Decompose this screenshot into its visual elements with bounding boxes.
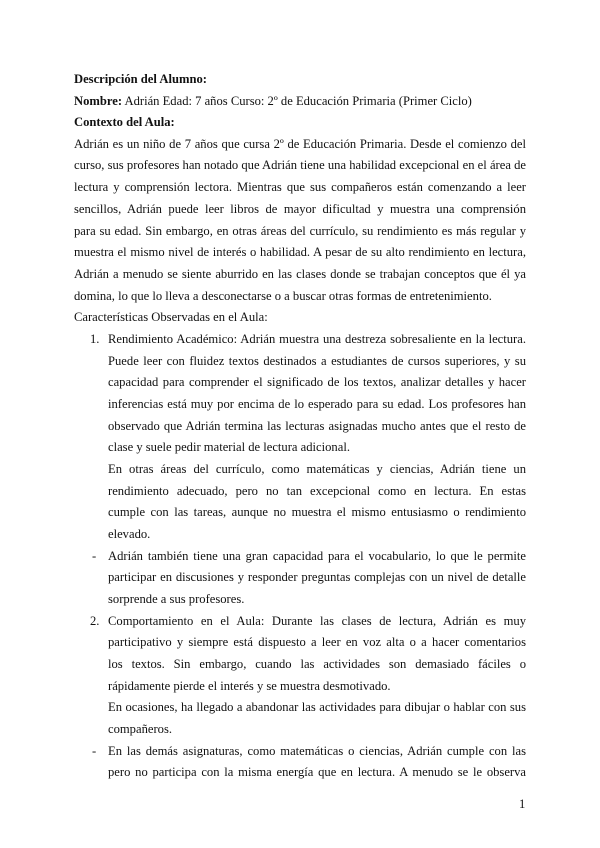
dash-marker: -	[92, 549, 97, 563]
list-item-line: Comportamiento en el Aula: Durante las clases de lectura, Adrián es muy	[108, 614, 526, 628]
list-item-line: rápidamente pierde el interés y se muestra desmotivado.	[108, 679, 391, 693]
list-item-line: En otras áreas del currículo, como matemáticas y ciencias, Adrián tiene un	[108, 462, 526, 476]
dash-item-line: En las demás asignaturas, como matemáticas o ciencias, Adrián cumple con las	[108, 744, 526, 758]
context-line: Adrián a menudo se siente aburrido en las clases donde se trabajan conceptos que él ya	[74, 267, 526, 281]
dash-item-line: Adrián también tiene una gran capacidad para el vocabulario, lo que le permite	[108, 549, 526, 563]
context-line: Adrián es un niño de 7 años que cursa 2º de Educación Primaria. Desde el comienzo del	[74, 137, 526, 151]
list-marker: 2.	[90, 614, 100, 628]
list-item-line: En ocasiones, ha llegado a abandonar las actividades para dibujar o hablar con sus	[108, 700, 526, 714]
context-line: curso, sus profesores han notado que Adrián tiene una habilidad excepcional en el área de	[74, 158, 526, 172]
list-item-line: los textos. Sin embargo, cuando las actividades son demasiado fáciles o	[108, 657, 526, 671]
student-info-value: Adrián Edad: 7 años Curso: 2º de Educación Primaria (Primer Ciclo)	[122, 94, 472, 108]
list-item-line: clase y suele pedir material de lectura adicional.	[108, 440, 350, 454]
list-item-line: cumple con las tareas, aunque no muestra el mismo entusiasmo o rendimiento	[108, 505, 526, 519]
context-line: domina, lo que lo lleva a desconectarse o a buscar otras formas de entretenimiento.	[74, 289, 492, 303]
dash-marker: -	[92, 744, 97, 758]
list-item-line: participativo y siempre está dispuesto a leer en voz alta o a hacer comentarios	[108, 635, 526, 649]
student-info-line	[74, 92, 472, 111]
list-marker: 1.	[90, 332, 100, 346]
list-item-line: capacidad para comprender el significado de los textos, analizar detalles y hacer	[108, 375, 526, 389]
context-line: sencillos, Adrián puede leer libros de mayor dificultad y muestra una comprensión	[74, 202, 526, 216]
dash-item-line: participar en discusiones y responder preguntas complejas con un nivel de detalle	[108, 570, 526, 584]
dash-item-line: sorprende a sus profesores.	[108, 592, 245, 606]
context-line: para su edad. Sin embargo, en otras áreas del currículo, su rendimiento es más regular y	[74, 224, 526, 238]
section-title: Descripción del Alumno:	[74, 72, 207, 86]
context-line: lectura y comprensión lectora. Mientras que sus compañeros están comenzando a leer	[74, 180, 526, 194]
characteristics-title: Características Observadas en el Aula:	[74, 310, 268, 324]
context-title: Contexto del Aula:	[74, 115, 175, 129]
context-line: muestra el mismo nivel de interés o habilidad. A pesar de su alto rendimiento en lectura,	[74, 245, 526, 259]
list-item-line: compañeros.	[108, 722, 172, 736]
list-item-line: rendimiento adecuado, pero no tan excepcional como en lectura. En estas	[108, 484, 526, 498]
name-label: Nombre:	[74, 94, 123, 108]
list-item-line: Rendimiento Académico: Adrián muestra una destreza sobresaliente en la lectura.	[108, 332, 526, 346]
list-item-line: observado que Adrián termina las lecturas asignadas mucho antes que el resto de	[108, 419, 526, 433]
list-item-line: Puede leer con fluidez textos destinados a estudiantes de cursos superiores, y su	[108, 354, 526, 368]
list-item-line: inferencias está muy por encima de lo esperado para su edad. Los profesores han	[108, 397, 526, 411]
list-item-line: elevado.	[108, 527, 151, 541]
page-number: 1	[519, 797, 526, 811]
dash-item-line: pero no participa con la misma energía que en lectura. A menudo se le observa	[108, 765, 526, 779]
